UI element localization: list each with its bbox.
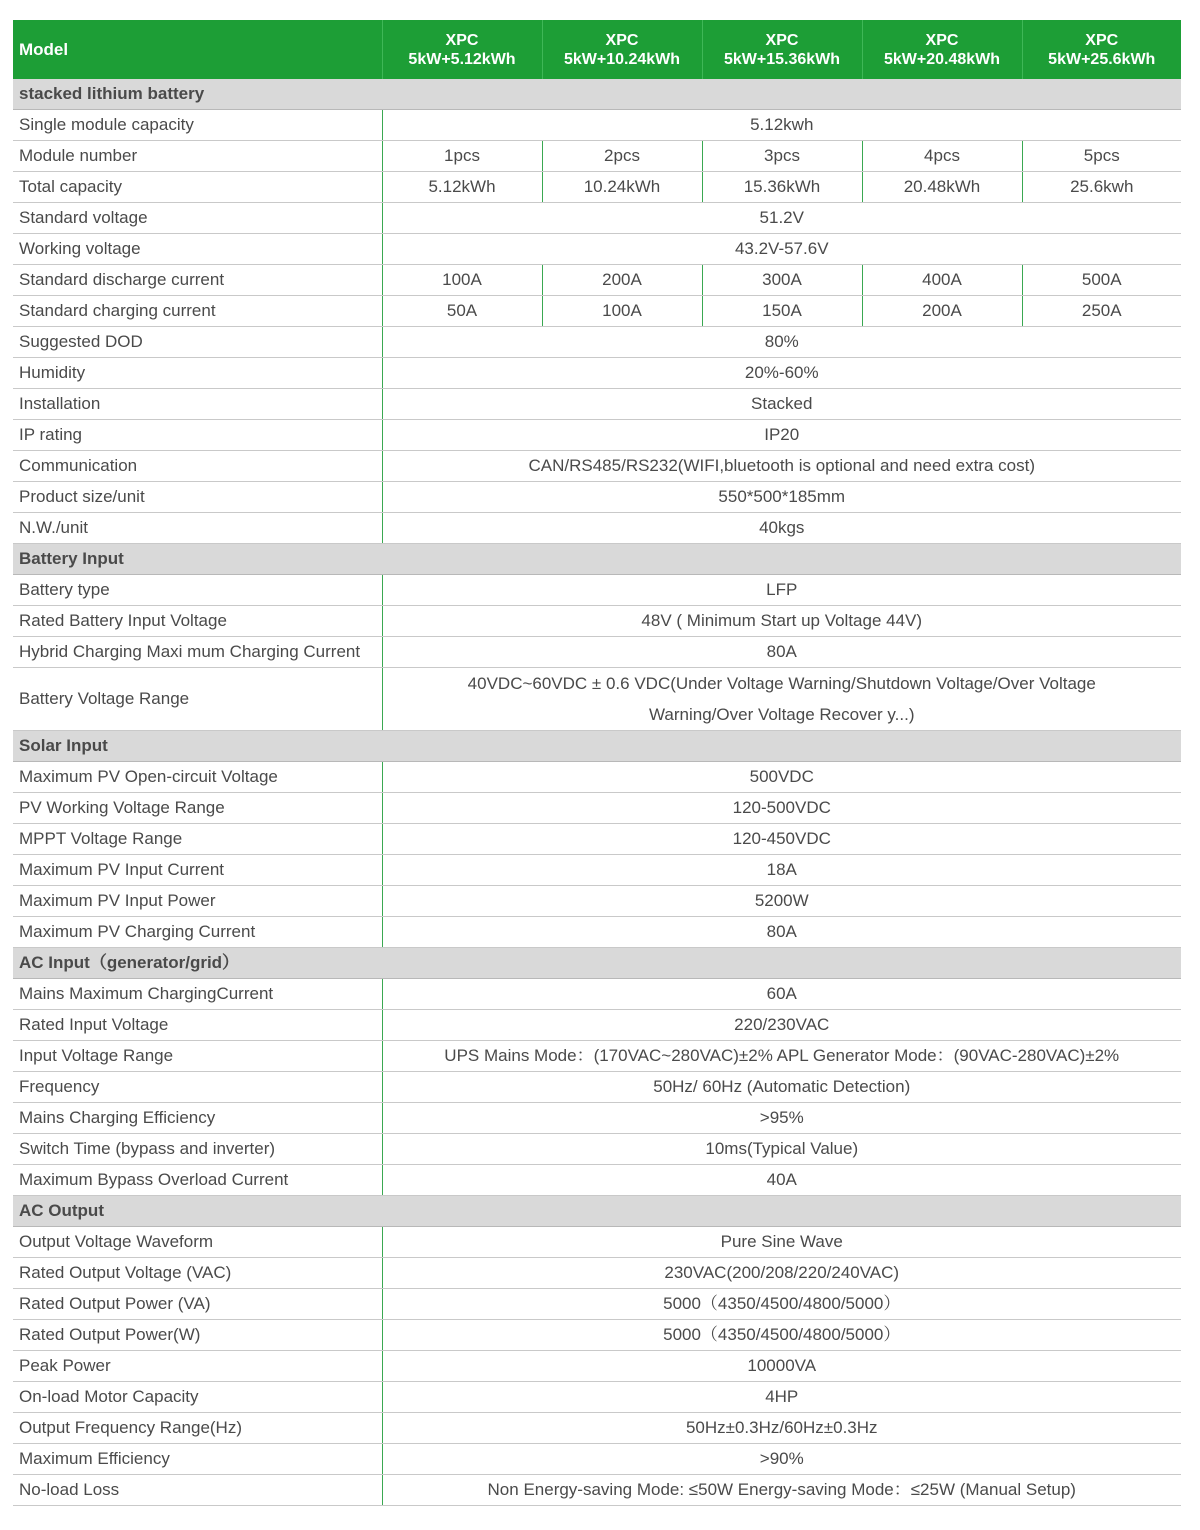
spec-label: Standard charging current [13,296,382,327]
model-series: XPC [605,31,639,49]
header-row [13,20,1181,79]
model-series: XPC [765,31,799,49]
spec-value: 60A [382,979,1181,1010]
spec-label: Working voltage [13,234,382,265]
spec-label: On-load Motor Capacity [13,1382,382,1413]
spec-label: N.W./unit [13,513,382,544]
spec-row [13,855,1181,886]
spec-row [13,606,1181,637]
model-series: XPC [1085,31,1119,49]
spec-value: 40A [382,1165,1181,1196]
spec-value: >95% [382,1103,1181,1134]
model-series: XPC [445,31,479,49]
spec-label: No-load Loss [13,1475,382,1506]
spec-label: Standard discharge current [13,265,382,296]
spec-label: Frequency [13,1072,382,1103]
spec-value: 1pcs [382,141,542,172]
spec-value: 400A [862,265,1022,296]
spec-row [13,389,1181,420]
section-row [13,948,1181,979]
spec-row [13,141,1181,172]
spec-label: Maximum PV Open-circuit Voltage [13,762,382,793]
spec-value: 15.36kWh [702,172,862,203]
spec-row [13,234,1181,265]
section-title: Solar Input [13,731,1181,762]
spec-value: 10ms(Typical Value) [382,1134,1181,1165]
spec-label: MPPT Voltage Range [13,824,382,855]
spec-value: 250A [1022,296,1181,327]
spec-value: 20%-60% [382,358,1181,389]
spec-label: Product size/unit [13,482,382,513]
spec-value: 50Hz±0.3Hz/60Hz±0.3Hz [382,1413,1181,1444]
spec-row [13,762,1181,793]
spec-label: Maximum Bypass Overload Current [13,1165,382,1196]
spec-value: 150A [702,296,862,327]
spec-row [13,1475,1181,1506]
spec-label: Maximum PV Input Current [13,855,382,886]
spec-label: Maximum PV Charging Current [13,917,382,948]
spec-value: 48V ( Minimum Start up Voltage 44V) [382,606,1181,637]
spec-label: Rated Output Voltage (VAC) [13,1258,382,1289]
spec-label: Total capacity [13,172,382,203]
spec-value: 50Hz/ 60Hz (Automatic Detection) [382,1072,1181,1103]
spec-row [13,1227,1181,1258]
spec-value: 230VAC(200/208/220/240VAC) [382,1258,1181,1289]
model-config: 5kW+5.12kWh [408,50,516,68]
spec-label: Peak Power [13,1351,382,1382]
spec-value: 50A [382,296,542,327]
spec-label: Mains Charging Efficiency [13,1103,382,1134]
spec-row [13,1041,1181,1072]
spec-label: Maximum Efficiency [13,1444,382,1475]
spec-value: Pure Sine Wave [382,1227,1181,1258]
spec-label: Humidity [13,358,382,389]
model-column-header [542,20,702,79]
spec-label: Mains Maximum ChargingCurrent [13,979,382,1010]
spec-value: LFP [382,575,1181,606]
spec-value: 51.2V [382,203,1181,234]
spec-value: 80% [382,327,1181,358]
spec-row [13,1351,1181,1382]
spec-row [13,886,1181,917]
spec-label: Output Frequency Range(Hz) [13,1413,382,1444]
spec-label: Module number [13,141,382,172]
section-title: AC Input（generator/grid） [13,948,1181,979]
spec-row [13,637,1181,668]
spec-row [13,1258,1181,1289]
spec-value: 25.6kwh [1022,172,1181,203]
spec-value: 500A [1022,265,1181,296]
spec-value: 80A [382,637,1181,668]
spec-row [13,451,1181,482]
spec-row [13,110,1181,141]
spec-row [13,296,1181,327]
model-config: 5kW+15.36kWh [723,50,841,68]
spec-value: 10.24kWh [542,172,702,203]
spec-row [13,482,1181,513]
section-title: AC Output [13,1196,1181,1227]
spec-value: 80A [382,917,1181,948]
spec-value: 43.2V-57.6V [382,234,1181,265]
spec-value: 200A [542,265,702,296]
spec-value: 5.12kwh [382,110,1181,141]
section-row [13,79,1181,110]
spec-row [13,1134,1181,1165]
spec-value: >90% [382,1444,1181,1475]
model-column-header [862,20,1022,79]
spec-row [13,979,1181,1010]
spec-value: 40VDC~60VDC ± 0.6 VDC(Under Voltage Warning/Shutdown Voltage/Over Voltage Warning/Over Voltage Recover y...) [382,668,1181,731]
spec-value: 5.12kWh [382,172,542,203]
spec-value: 100A [542,296,702,327]
spec-row [13,1382,1181,1413]
spec-label: Output Voltage Waveform [13,1227,382,1258]
spec-label: Single module capacity [13,110,382,141]
spec-label: Rated Input Voltage [13,1010,382,1041]
model-config: 5kW+10.24kWh [563,50,681,68]
spec-value: 40kgs [382,513,1181,544]
spec-row [13,172,1181,203]
spec-label: Hybrid Charging Maxi mum Charging Current [13,637,382,668]
spec-row [13,1289,1181,1320]
spec-label: Rated Output Power (VA) [13,1289,382,1320]
spec-value: 300A [702,265,862,296]
spec-value: 550*500*185mm [382,482,1181,513]
spec-label: Maximum PV Input Power [13,886,382,917]
section-row [13,1196,1181,1227]
spec-label: Suggested DOD [13,327,382,358]
spec-value: CAN/RS485/RS232(WIFI,bluetooth is optional and need extra cost) [382,451,1181,482]
spec-value: 4HP [382,1382,1181,1413]
spec-value: 5pcs [1022,141,1181,172]
model-column-header [702,20,862,79]
spec-value: 5000（4350/4500/4800/5000） [382,1289,1181,1320]
spec-label: Battery Voltage Range [13,668,382,731]
spec-label: Input Voltage Range [13,1041,382,1072]
spec-value: 10000VA [382,1351,1181,1382]
spec-row [13,265,1181,296]
spec-label: Switch Time (bypass and inverter) [13,1134,382,1165]
spec-row [13,824,1181,855]
model-column-header [382,20,542,79]
model-column-header [1022,20,1181,79]
spec-row [13,1103,1181,1134]
spec-value: 2pcs [542,141,702,172]
spec-row [13,1320,1181,1351]
spec-row [13,203,1181,234]
spec-value: 200A [862,296,1022,327]
spec-value: 120-450VDC [382,824,1181,855]
spec-row [13,327,1181,358]
spec-value: 20.48kWh [862,172,1022,203]
model-config: 5kW+20.48kWh [883,50,1001,68]
spec-row [13,1072,1181,1103]
spec-label: Installation [13,389,382,420]
spec-label: Rated Output Power(W) [13,1320,382,1351]
spec-label: Rated Battery Input Voltage [13,606,382,637]
spec-label: IP rating [13,420,382,451]
spec-row [13,575,1181,606]
spec-value: UPS Mains Mode：(170VAC~280VAC)±2% APL Generator Mode：(90VAC-280VAC)±2% [382,1041,1181,1072]
section-row [13,544,1181,575]
model-series: XPC [925,31,959,49]
spec-label: Communication [13,451,382,482]
spec-row [13,668,1181,731]
spec-label: Standard voltage [13,203,382,234]
section-row [13,731,1181,762]
spec-value: 220/230VAC [382,1010,1181,1041]
spec-value: 18A [382,855,1181,886]
section-title: stacked lithium battery [13,79,1181,110]
spec-value: 3pcs [702,141,862,172]
spec-row [13,1413,1181,1444]
spec-table [13,20,1181,1506]
spec-label: PV Working Voltage Range [13,793,382,824]
spec-value: Non Energy-saving Mode: ≤50W Energy-saving Mode：≤25W (Manual Setup) [382,1475,1181,1506]
spec-row [13,420,1181,451]
spec-row [13,917,1181,948]
spec-value: Stacked [382,389,1181,420]
spec-value: 100A [382,265,542,296]
spec-row [13,1444,1181,1475]
section-title: Battery Input [13,544,1181,575]
spec-label: Battery type [13,575,382,606]
spec-row [13,513,1181,544]
spec-value: 5200W [382,886,1181,917]
spec-value: 120-500VDC [382,793,1181,824]
spec-row [13,1165,1181,1196]
spec-value: 500VDC [382,762,1181,793]
spec-row [13,793,1181,824]
spec-value: 4pcs [862,141,1022,172]
model-config: 5kW+25.6kWh [1048,50,1156,68]
spec-row [13,1010,1181,1041]
spec-table-body [13,20,1181,1506]
spec-row [13,358,1181,389]
spec-value: 5000（4350/4500/4800/5000） [382,1320,1181,1351]
spec-value: IP20 [382,420,1181,451]
model-header: Model [13,20,382,79]
